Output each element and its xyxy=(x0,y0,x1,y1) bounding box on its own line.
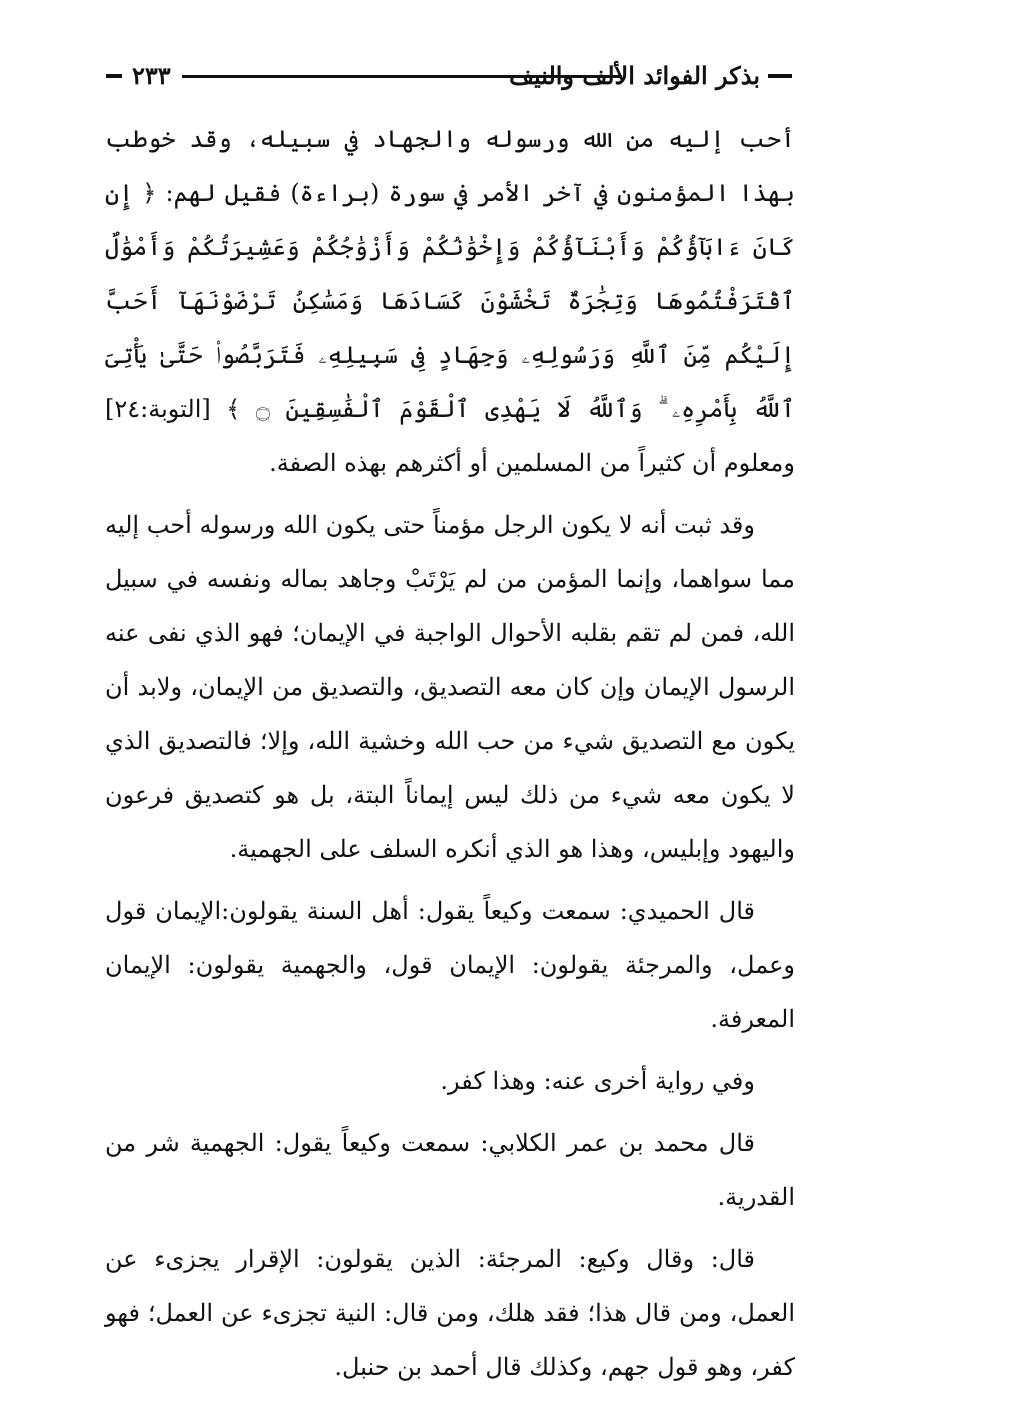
header-dash-left xyxy=(106,74,122,78)
verse-citation: [التوبة:٢٤] xyxy=(105,395,227,423)
page-number: ٢٣٣ xyxy=(132,61,171,90)
page-body xyxy=(105,112,795,1402)
paragraph-2: وقد ثبت أنه لا يكون الرجل مؤمناً حتى يكون الله ورسوله أحب إليه مما سواهما، وإنما المؤمن من لم يَرْتَبْ وجاهد بماله ونفسه في سبيل الله، فمن لم تقم بقلبه الأحوال الواجبة في الإيمان؛ فهو الذي نفى عنه الرسول الإيمان وإن كان معه التصديق، والتصديق من الإيمان، ولابد أن يكون مع التصديق شيء من حب الله وخشية الله، وإلا؛ فالتصديق الذي لا يكون معه شيء من ذلك ليس إيماناً البتة، بل هو كتصديق فرعون واليهود وإبليس، وهذا هو الذي أنكره السلف على الجهمية. xyxy=(105,511,795,863)
running-title: بذكر الفوائد الألف والنيف xyxy=(509,61,760,90)
page-header xyxy=(96,58,796,98)
paragraph-5: قال محمد بن عمر الكلابي: سمعت وكيعاً يقول: الجهمية شر من القدرية. xyxy=(105,1129,795,1211)
paragraph-4: وفي رواية أخرى عنه: وهذا كفر. xyxy=(440,1067,755,1095)
paragraph-3: قال الحميدي: سمعت وكيعاً يقول: أهل السنة يقولون:الإيمان قول وعمل، والمرجئة يقولون: الإيمان قول، والجهمية يقولون: الإيمان المعرفة. xyxy=(105,897,795,1033)
paragraph-6: قال: وقال وكيع: المرجئة: الذين يقولون: الإقرار يجزىء عن العمل، ومن قال هذا؛ فقد هلك، ومن قال: النية تجزىء عن العمل؛ فهو كفر، وهو قول جهم، وكذلك قال أحمد بن حنبل. xyxy=(105,1245,795,1381)
paragraph-1-conclusion: ومعلوم أن كثيراً من المسلمين أو أكثرهم بهذه الصفة. xyxy=(269,449,795,477)
paragraph-1-intro: أحب إليه من الله ورسوله والجهاد في سبيله، وقد خوطب بهذا المؤمنون في آخر الأمر في سورة (براءة) فقيل لهم: xyxy=(105,125,795,207)
header-dash-right xyxy=(768,74,792,78)
quran-verse: ﴿ إِن كَانَ ءَابَآؤُكُمْ وَأَبْنَآؤُكُمْ وَإِخْوَٰنُكُمْ وَأَزْوَٰجُكُمْ وَعَشِيرَتُكُمْ وَأَمْوَٰلٌ ٱقْتَرَفْتُمُوهَا وَتِجَٰرَةٌ تَخْشَوْنَ كَسَادَهَا وَمَسَٰكِنُ تَرْضَوْنَهَآ أَحَبَّ إِلَيْكُم مِّنَ ٱللَّهِ وَرَسُولِهِۦ وَجِهَادٍ فِى سَبِيلِهِۦ فَتَرَبَّصُوا۟ حَتَّىٰ يَأْتِىَ ٱللَّهُ بِأَمْرِهِۦ ۗ وَٱللَّهُ لَا يَهْدِى ٱلْقَوْمَ ٱلْفَٰسِقِينَ ۝ ﴾ xyxy=(105,179,795,423)
paragraph-1 xyxy=(105,112,795,490)
